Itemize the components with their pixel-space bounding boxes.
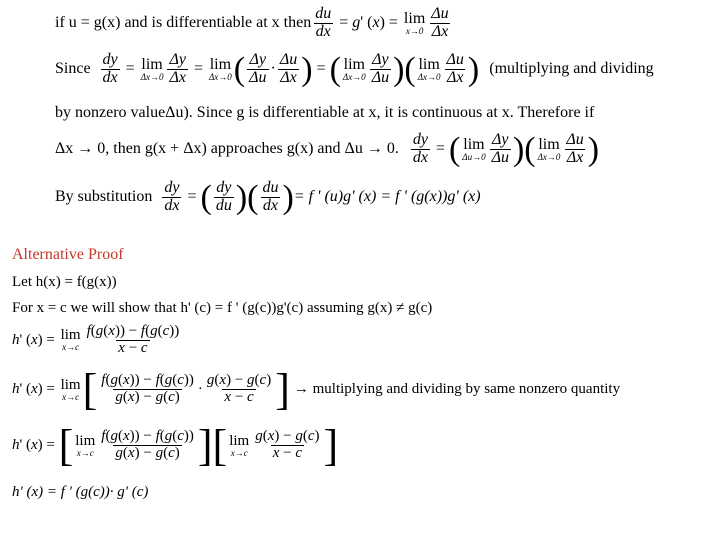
dy-dx-fraction-b: $\frac{dy}{dx}$: [412, 131, 428, 166]
eq1-prefix: if u = g(x) and is differentiable at x then: [55, 14, 312, 32]
limit-dx-0-b: lim Δx→0: [209, 55, 232, 82]
alt-proof-title: Alternative Proof: [12, 246, 124, 263]
difference-quotient: $\frac{f(g(x)) - f(g(c))}{x - c}$: [86, 323, 180, 356]
alt-line-1: Let h(x) = f(g(x)): [12, 274, 117, 290]
dy-dx-fraction: $\frac{dy}{dx}$: [102, 51, 118, 86]
delta-u-delta-x-fraction-d: $\frac{\Delta u}{\Delta x}$: [566, 131, 584, 166]
eq5-prefix: By substitution: [55, 188, 153, 206]
quotient-g: $\frac{f(g(x)) - f(g(c))}{g(x) - g(c)}$: [101, 372, 194, 406]
eq-line-1: [55, 6, 453, 41]
delta-y-delta-u-fraction-c: $\frac{\Delta y}{\Delta u}$: [491, 131, 509, 166]
du-dx-fraction: $\frac{du}{dx}$: [315, 5, 332, 40]
limit-dx-0-c: lim Δx→0: [342, 55, 366, 82]
alt-eq-2: h ' ( x ) = lim x→c [ $\frac{f(g(x)) - f(g(c))}{g(x) - g(c)}$ · $\frac{g(x) - g(c)}{x - c}$ ] → multiplying and dividing by same nonzero quantity: [12, 365, 621, 414]
eq4-prefix: Δx → 0, then g(x + Δx) approaches g(x) and Δu → 0.: [55, 140, 399, 158]
eq-line-2: Since $\frac{dy}{dx}$ = lim Δx→0 $\frac{\Delta y}{\Delta x}$ = lim Δx→0 ( $\frac{\Delta y}{\Delta u}$ · $\frac{\Delta u}{\Delta x}$ ) = ( lim Δx→0 $\frac{\Delta y}{\Delta u}$ )( lim Δx→0 $\frac{\Delta u}{\Delta x}$ ) (multiplying and dividing: [55, 50, 654, 88]
dy-du-fraction: $\frac{dy}{du}$: [215, 179, 232, 214]
delta-u-delta-x-fraction-c: $\frac{\Delta u}{\Delta x}$: [446, 51, 464, 86]
eq2-prefix: Since: [55, 60, 91, 78]
limit-x-c-d: lim x→c: [229, 432, 250, 458]
alt-line-2: For x = c we will show that h' (c) = f ' (g(c))g'(c) assuming g(x) ≠ g(c): [12, 300, 433, 316]
alt-eq-1: h ' ( x ) = lim x→c $\frac{f(g(x)) - f(g(c))}{x - c}$: [12, 323, 180, 356]
alt-eq-2-note: → multiplying and dividing by same nonzero quantity: [293, 381, 621, 398]
eq1-middle: = g' (x) =: [335, 14, 402, 32]
delta-y-delta-u-fraction: $\frac{\Delta y}{\Delta u}$: [249, 51, 267, 86]
delta-y-delta-u-fraction-b: $\frac{\Delta y}{\Delta u}$: [371, 51, 390, 86]
eq-line-4: Δx → 0, then g(x + Δx) approaches g(x) and Δu → 0. $\frac{dy}{dx}$ = ( lim Δu→0 $\frac{\Delta y}{\Delta u}$ )( lim Δx→0 $\frac{\Delta u}{\Delta x}$ ): [55, 130, 600, 168]
eq5-result: = f ' (u)g' (x) = f ' (g(x))g' (x): [293, 188, 481, 206]
limit-x-c: lim x→c: [60, 327, 81, 353]
limit-dx-0: lim Δx→0: [140, 55, 164, 82]
du-dx-fraction-b: $\frac{du}{dx}$: [262, 179, 279, 214]
quotient-g-b: $\frac{f(g(x)) - f(g(c))}{g(x) - g(c)}$: [101, 428, 194, 462]
quotient-x-b: $\frac{g(x) - g(c)}{x - c}$: [255, 428, 320, 462]
limit-du-0: lim Δu→0: [462, 135, 486, 162]
limit-dx-0-d: lim Δx→0: [417, 55, 441, 82]
quotient-x: $\frac{g(x) - g(c)}{x - c}$: [206, 372, 272, 406]
delta-u-delta-x-fraction: $\frac{\Delta u}{\Delta x}$: [431, 5, 449, 40]
limit-x-0: lim x→0: [403, 9, 426, 36]
eq2-note: (multiplying and dividing: [489, 60, 654, 78]
limit-x-c-b: lim x→c: [60, 376, 81, 402]
limit-x-c-c: lim x→c: [75, 432, 96, 458]
delta-u-delta-x-fraction-b: $\frac{\Delta u}{\Delta x}$: [279, 51, 298, 86]
eq-line-3: by nonzero valueΔu). Since g is differentiable at x, it is continuous at x. Therefore if: [55, 104, 595, 121]
eq-line-5: By substitution $\frac{dy}{dx}$ = ( $\frac{dy}{du}$ )( $\frac{du}{dx}$ ) = f ' (u)g' (x) = f ' (g(x))g' (x): [55, 178, 481, 216]
dy-dx-fraction-c: $\frac{dy}{dx}$: [164, 179, 180, 214]
alt-eq-4: h' (x) = f ' (g(c))· g' (c): [12, 484, 149, 500]
delta-y-delta-x-fraction: $\frac{\Delta y}{\Delta x}$: [169, 51, 186, 86]
limit-dx-0-e: lim Δx→0: [537, 135, 561, 162]
alt-eq-3: h ' ( x ) = [ lim x→c $\frac{f(g(x)) - f(g(c))}{g(x) - g(c)}$ ][ lim x→c $\frac{g(x) - g(c)}{x - c}$ ]: [12, 421, 339, 470]
